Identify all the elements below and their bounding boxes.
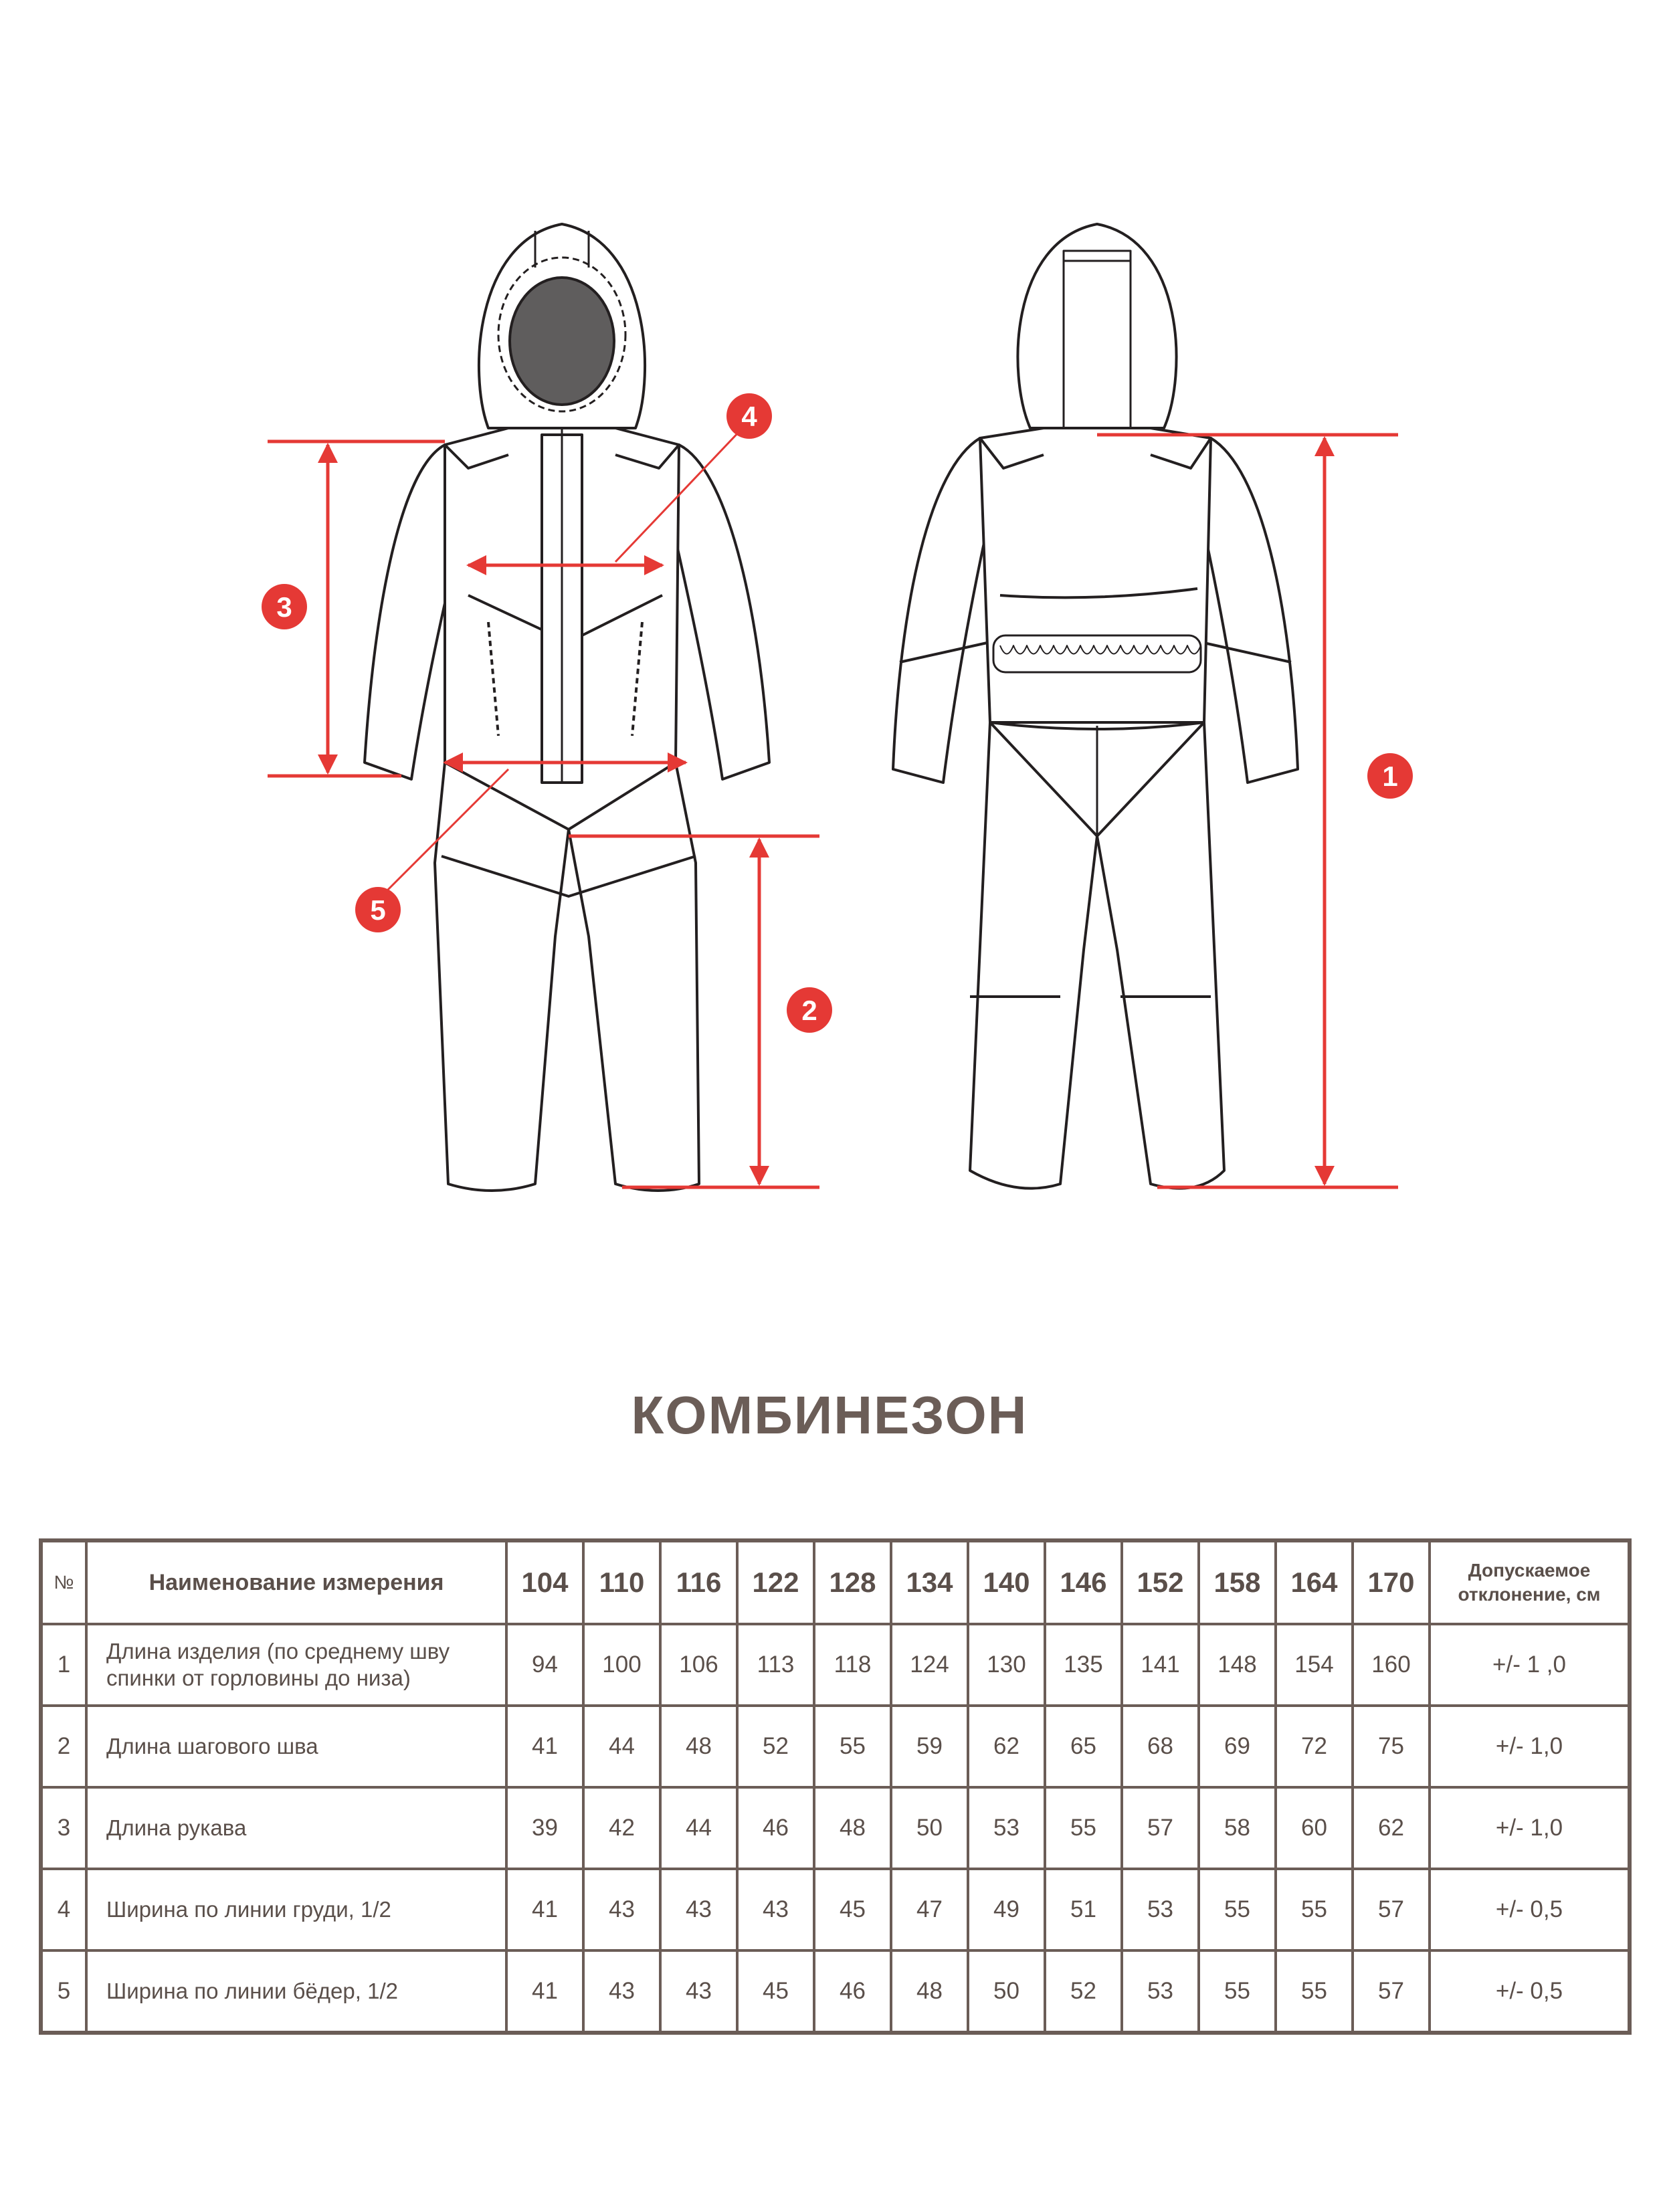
row-value: 53 <box>968 1787 1045 1869</box>
row-value: 53 <box>1122 1950 1199 2033</box>
header-size: 116 <box>660 1540 737 1624</box>
row-num: 2 <box>41 1706 86 1787</box>
row-value: 50 <box>968 1950 1045 2033</box>
row-value: 51 <box>1045 1869 1122 1950</box>
row-value: 55 <box>1276 1950 1353 2033</box>
row-value: 41 <box>506 1706 583 1787</box>
row-value: 41 <box>506 1869 583 1950</box>
front-view <box>365 224 769 1191</box>
row-value: 45 <box>737 1950 814 2033</box>
table-row <box>41 1787 1630 1869</box>
row-value: 57 <box>1122 1787 1199 1869</box>
back-right-sleeve <box>1201 438 1298 783</box>
row-tolerance: +/- 0,5 <box>1430 1950 1630 2033</box>
header-tolerance-line2: отклонение, см <box>1458 1584 1601 1605</box>
back-right-leg <box>1097 722 1224 1189</box>
back-left-sleeve <box>893 438 990 783</box>
svg-text:3: 3 <box>276 591 292 623</box>
row-value: 72 <box>1276 1706 1353 1787</box>
row-value: 55 <box>1199 1950 1276 2033</box>
row-value: 48 <box>891 1950 968 2033</box>
table-header-row <box>41 1540 1630 1624</box>
row-num: 3 <box>41 1787 86 1869</box>
row-value: 135 <box>1045 1624 1122 1706</box>
table-row <box>41 1706 1630 1787</box>
size-chart-table <box>39 1538 1632 2035</box>
row-value: 55 <box>814 1706 891 1787</box>
row-num: 5 <box>41 1950 86 2033</box>
svg-text:4: 4 <box>741 401 757 432</box>
row-value: 45 <box>814 1869 891 1950</box>
header-num: № <box>41 1540 86 1624</box>
header-size: 146 <box>1045 1540 1122 1624</box>
row-value: 130 <box>968 1624 1045 1706</box>
row-value: 55 <box>1276 1869 1353 1950</box>
row-value: 124 <box>891 1624 968 1706</box>
row-value: 46 <box>814 1950 891 2033</box>
row-value: 52 <box>1045 1950 1122 2033</box>
row-value: 49 <box>968 1869 1045 1950</box>
table-row <box>41 1624 1630 1706</box>
table-row <box>41 1869 1630 1950</box>
row-value: 65 <box>1045 1706 1122 1787</box>
row-value: 41 <box>506 1950 583 2033</box>
row-value: 43 <box>660 1950 737 2033</box>
row-value: 94 <box>506 1624 583 1706</box>
row-value: 160 <box>1353 1624 1430 1706</box>
row-value: 62 <box>1353 1787 1430 1869</box>
row-tolerance: +/- 1,0 <box>1430 1706 1630 1787</box>
row-value: 60 <box>1276 1787 1353 1869</box>
row-value: 58 <box>1199 1787 1276 1869</box>
row-value: 48 <box>814 1787 891 1869</box>
row-value: 75 <box>1353 1706 1430 1787</box>
row-value: 68 <box>1122 1706 1199 1787</box>
row-name: Длина рукава <box>86 1787 506 1869</box>
header-size: 170 <box>1353 1540 1430 1624</box>
header-size: 110 <box>583 1540 660 1624</box>
svg-text:2: 2 <box>801 995 817 1026</box>
row-value: 69 <box>1199 1706 1276 1787</box>
marker-3 <box>262 584 307 629</box>
header-size: 104 <box>506 1540 583 1624</box>
row-value: 42 <box>583 1787 660 1869</box>
header-name: Наименование измерения <box>86 1540 506 1624</box>
svg-text:1: 1 <box>1382 761 1398 792</box>
row-value: 43 <box>660 1869 737 1950</box>
row-name: Длина изделия (по среднему шву спинки от горловины до низа) <box>86 1624 506 1706</box>
row-value: 48 <box>660 1706 737 1787</box>
back-view <box>893 224 1298 1189</box>
back-left-leg <box>970 722 1097 1189</box>
header-size: 158 <box>1199 1540 1276 1624</box>
header-size: 140 <box>968 1540 1045 1624</box>
row-tolerance: +/- 0,5 <box>1430 1869 1630 1950</box>
row-value: 47 <box>891 1869 968 1950</box>
row-value: 154 <box>1276 1624 1353 1706</box>
row-value: 52 <box>737 1706 814 1787</box>
marker-2 <box>787 987 832 1033</box>
header-size: 152 <box>1122 1540 1199 1624</box>
row-value: 44 <box>660 1787 737 1869</box>
row-value: 55 <box>1045 1787 1122 1869</box>
row-value: 113 <box>737 1624 814 1706</box>
row-num: 1 <box>41 1624 86 1706</box>
header-tolerance-line1: Допускаемое <box>1468 1560 1591 1581</box>
row-value: 44 <box>583 1706 660 1787</box>
row-value: 50 <box>891 1787 968 1869</box>
header-size: 164 <box>1276 1540 1353 1624</box>
row-value: 100 <box>583 1624 660 1706</box>
header-size: 134 <box>891 1540 968 1624</box>
row-name: Ширина по линии бёдер, 1/2 <box>86 1950 506 2033</box>
svg-text:5: 5 <box>370 894 386 926</box>
header-size: 122 <box>737 1540 814 1624</box>
row-name: Ширина по линии груди, 1/2 <box>86 1869 506 1950</box>
row-value: 106 <box>660 1624 737 1706</box>
row-value: 118 <box>814 1624 891 1706</box>
row-value: 43 <box>583 1869 660 1950</box>
marker-1 <box>1367 753 1413 799</box>
page-title: КОМБИНЕЗОН <box>631 1385 1028 1445</box>
back-torso <box>980 428 1211 722</box>
row-value: 39 <box>506 1787 583 1869</box>
row-value: 46 <box>737 1787 814 1869</box>
row-value: 148 <box>1199 1624 1276 1706</box>
row-value: 141 <box>1122 1624 1199 1706</box>
row-value: 55 <box>1199 1869 1276 1950</box>
row-tolerance: +/- 1,0 <box>1430 1787 1630 1869</box>
marker-4 <box>726 393 772 439</box>
row-value: 62 <box>968 1706 1045 1787</box>
header-tolerance <box>1430 1540 1630 1624</box>
back-hood <box>1017 224 1176 428</box>
hood-face-opening <box>510 278 614 405</box>
header-size: 128 <box>814 1540 891 1624</box>
row-value: 53 <box>1122 1869 1199 1950</box>
table-row <box>41 1950 1630 2033</box>
front-left-leg <box>435 763 569 1191</box>
row-name: Длина шагового шва <box>86 1706 506 1787</box>
row-tolerance: +/- 1 ,0 <box>1430 1624 1630 1706</box>
row-num: 4 <box>41 1869 86 1950</box>
marker-5 <box>355 887 401 932</box>
row-value: 43 <box>737 1869 814 1950</box>
row-value: 57 <box>1353 1950 1430 2033</box>
front-right-sleeve <box>666 445 769 779</box>
row-value: 59 <box>891 1706 968 1787</box>
row-value: 43 <box>583 1950 660 2033</box>
front-right-leg <box>569 763 699 1191</box>
row-value: 57 <box>1353 1869 1430 1950</box>
